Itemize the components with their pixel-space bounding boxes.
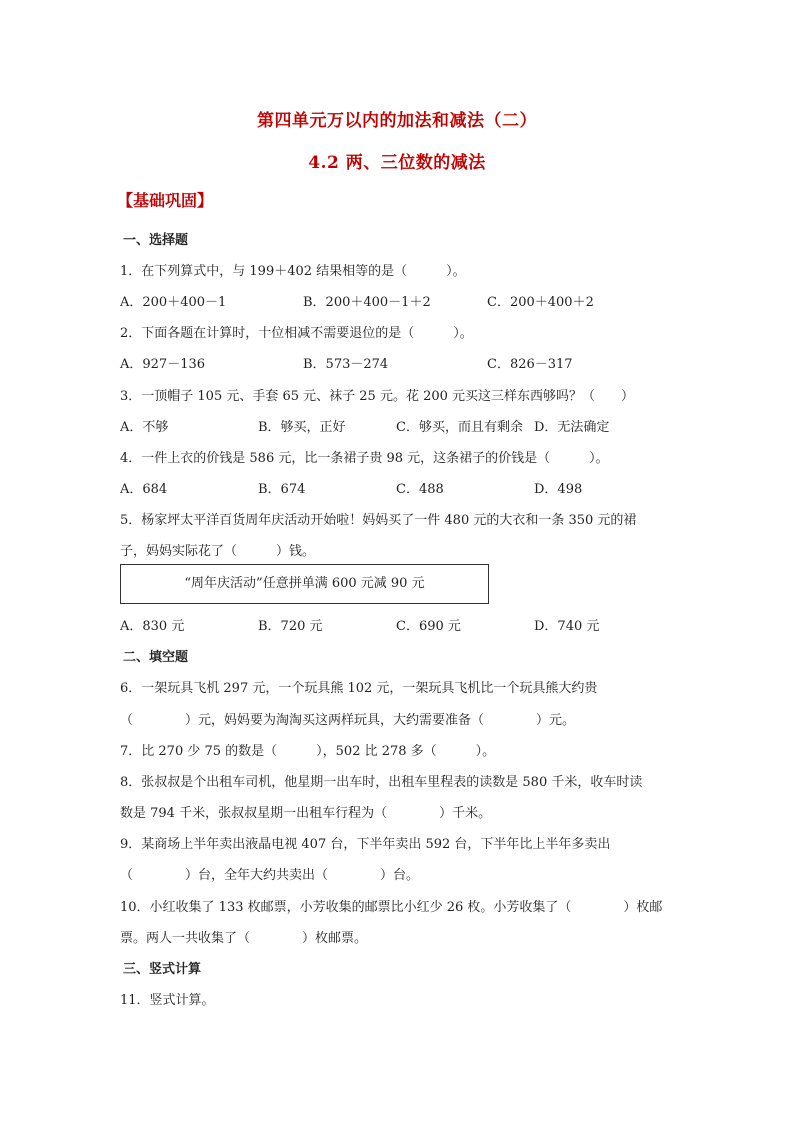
q5-option-b: B．720 元 xyxy=(258,619,323,634)
heading-choice: 一、选择题 xyxy=(123,233,189,248)
q3-option-b: B．够买，正好 xyxy=(258,420,346,435)
q2-option-a: A．927－136 xyxy=(120,357,206,372)
q1-option-c: C．200＋400＋2 xyxy=(487,295,594,310)
q5-option-c: C．690 元 xyxy=(396,619,461,634)
q4-option-b: B．674 xyxy=(258,482,306,497)
q3-option-c: C．够买，而且有剩余 xyxy=(396,420,523,435)
question-2: 2．下面各题在计算时，十位相减不需要退位的是（ ）。 xyxy=(120,326,473,341)
q2-option-c: C．826－317 xyxy=(487,357,573,372)
question-9-line-2: （ ）台，全年大约共卖出（ ）台。 xyxy=(120,868,420,883)
question-7: 7．比 270 少 75 的数是（ ），502 比 278 多（ ）。 xyxy=(120,744,496,759)
q3-option-a: A．不够 xyxy=(120,420,169,435)
heading-calc: 三、竖式计算 xyxy=(123,962,202,977)
question-10-line-1: 10．小红收集了 133 枚邮票，小芳收集的邮票比小红少 26 枚。小芳收集了（ ）枚邮 xyxy=(120,900,663,915)
q4-option-a: A．684 xyxy=(120,482,168,497)
lesson-subtitle: 4.2 两、三位数的减法 xyxy=(308,153,486,173)
q4-option-c: C．488 xyxy=(396,482,444,497)
question-8-line-2: 数是 794 千米，张叔叔星期一出租车行程为（ ）千米。 xyxy=(120,806,492,821)
question-5-line-1: 5．杨家坪太平洋百货周年庆活动开始啦！妈妈买了一件 480 元的大衣和一条 350 元的裙 xyxy=(120,513,637,528)
question-9-line-1: 9．某商场上半年卖出液晶电视 407 台，下半年卖出 592 台，下半年比上半年多卖出 xyxy=(120,837,611,852)
question-8-line-1: 8．张叔叔是个出租车司机，他星期一出车时，出租车里程表的读数是 580 千米，收车时读 xyxy=(120,775,643,790)
q5-option-a: A．830 元 xyxy=(120,619,185,634)
heading-fill: 二、填空题 xyxy=(123,650,189,665)
q3-option-d: D．无法确定 xyxy=(534,420,610,435)
question-4: 4．一件上衣的价钱是 586 元，比一条裙子贵 98 元，这条裙子的价钱是（ ）。 xyxy=(120,451,609,466)
question-11: 11．竖式计算。 xyxy=(120,993,215,1008)
question-1: 1．在下列算式中，与 199＋402 结果相等的是（ ）。 xyxy=(120,264,466,279)
q1-option-a: A．200＋400－1 xyxy=(120,295,227,310)
q5-option-d: D．740 元 xyxy=(534,619,600,634)
question-6-line-2: （ ）元，妈妈要为淘淘买这两样玩具，大约需要准备（ ）元。 xyxy=(120,713,576,728)
q2-option-b: B．573－274 xyxy=(303,357,389,372)
question-3: 3．一顶帽子 105 元、手套 65 元、袜子 25 元。花 200 元买这三样东西够吗？（ ） xyxy=(120,389,635,404)
unit-title: 第四单元万以内的加法和减法（二） xyxy=(257,111,537,131)
section-badge: 【基础巩固】 xyxy=(117,191,214,210)
promo-notice-box: “周年庆活动”任意拼单满 600 元减 90 元 xyxy=(120,564,489,604)
q1-option-b: B．200＋400－1＋2 xyxy=(303,295,431,310)
question-6-line-1: 6．一架玩具飞机 297 元，一个玩具熊 102 元，一架玩具飞机比一个玩具熊大约贵 xyxy=(120,681,598,696)
question-5-line-2: 子，妈妈实际花了（ ）钱。 xyxy=(120,544,316,559)
question-10-line-2: 票。两人一共收集了（ ）枚邮票。 xyxy=(120,931,368,946)
q4-option-d: D．498 xyxy=(534,482,583,497)
